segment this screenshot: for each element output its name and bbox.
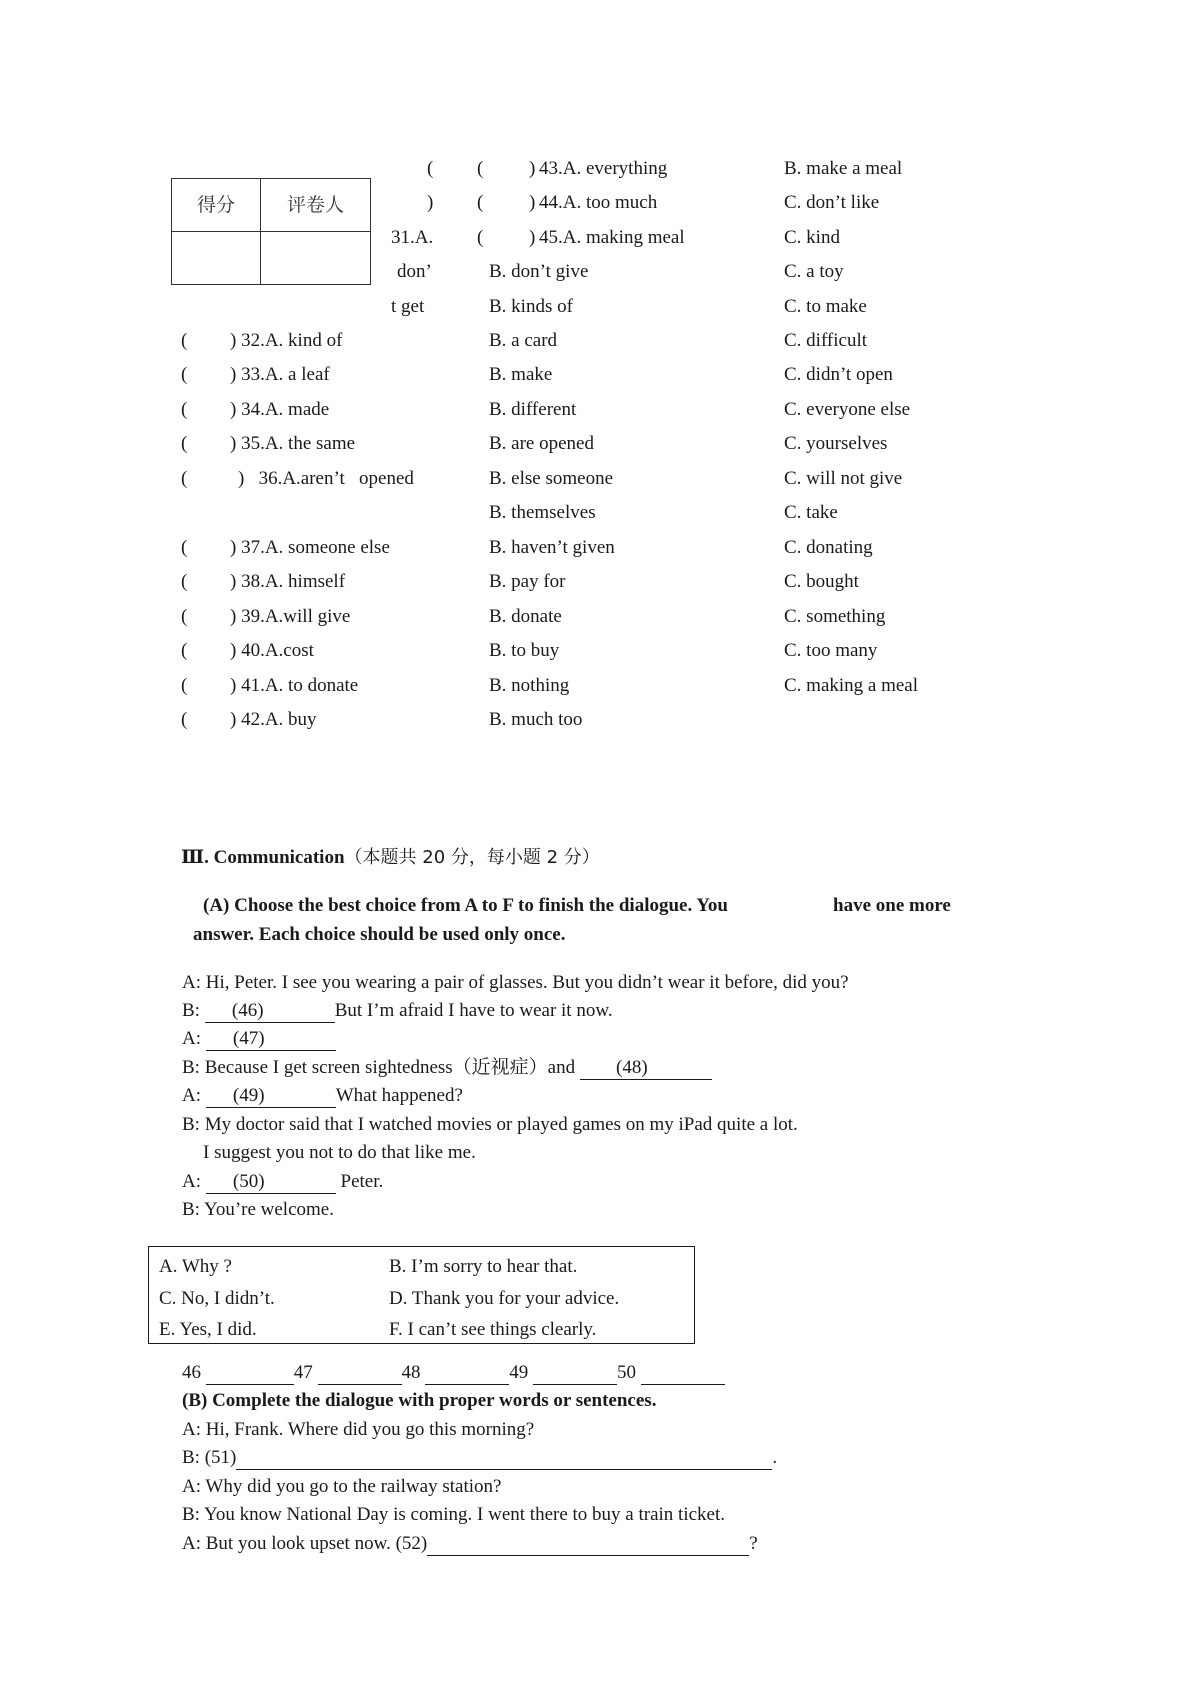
q31-option-c: C. a toy	[784, 261, 844, 282]
choice-a: A. Why ?	[159, 1256, 232, 1277]
row-option-c: C. donating	[784, 537, 873, 558]
q44-option-b: B. kinds of	[489, 296, 573, 317]
row-paren: (	[181, 468, 188, 489]
blank-49[interactable]	[206, 1086, 336, 1108]
q45-option-c-row: C. don’t like	[784, 192, 880, 213]
row-paren: (	[181, 640, 188, 661]
choice-b: B. I’m sorry to hear that.	[389, 1256, 578, 1277]
score-cell[interactable]	[172, 232, 261, 285]
blank-46[interactable]	[205, 1001, 335, 1023]
dialogue-text: Peter.	[340, 1171, 384, 1192]
row-option-b: B. pay for	[489, 571, 566, 592]
answer-46-field[interactable]	[206, 1363, 294, 1385]
answer-47-label: 47	[293, 1362, 313, 1383]
part-b-heading: (B) Complete the dialogue with proper words or sentences.	[182, 1390, 657, 1411]
blank-47-label: (47)	[232, 1028, 265, 1049]
part-b-line-4: B: You know National Day is coming. I went there to buy a train ticket.	[182, 1504, 725, 1525]
row-option-b: B. nothing	[489, 675, 570, 696]
row-paren: (	[181, 606, 188, 627]
row-option-a: ) 41.A. to donate	[230, 675, 359, 696]
blank-48-label: (48)	[616, 1057, 648, 1078]
row-option-a: ) 42.A. buy	[230, 709, 317, 730]
answer-47-field[interactable]	[318, 1363, 402, 1385]
q43-paren: (	[477, 158, 484, 179]
part-a-instruction-line1b: have one more	[833, 895, 951, 916]
row-paren: (	[181, 330, 188, 351]
row-option-c: C. something	[784, 606, 886, 627]
dialogue-line-4	[182, 1058, 712, 1080]
row-option-c: C. too many	[784, 640, 878, 661]
row-option-c: C. yourselves	[784, 433, 888, 454]
q45-paren-close: )	[529, 227, 536, 248]
q31-paren-open: (	[427, 158, 434, 179]
row-option-b: B. donate	[489, 606, 562, 627]
dialogue-line-2	[182, 1001, 613, 1023]
q43-option-c: C. kind	[784, 227, 840, 248]
row-option-a: ) 36.A.aren’t opened	[238, 468, 414, 489]
row-option-a: ) 38.A. himself	[230, 571, 346, 592]
row-option-b: B. make	[489, 364, 553, 385]
q31-a-line2: don’	[397, 261, 432, 282]
row-paren: (	[181, 675, 188, 696]
answer-48-label: 48	[401, 1362, 421, 1383]
blank-48[interactable]	[580, 1058, 712, 1080]
dialogue-line-1: A: Hi, Peter. I see you wearing a pair of glasses. But you didn’t wear it before, did you?	[182, 972, 849, 993]
row-option-a: ) 37.A. someone else	[230, 537, 390, 558]
choice-d: D. Thank you for your advice.	[389, 1288, 620, 1309]
choice-c: C. No, I didn’t.	[159, 1288, 275, 1309]
row-option-b: B. else someone	[489, 468, 614, 489]
row-paren: (	[181, 571, 188, 592]
q45-paren: (	[477, 227, 484, 248]
speaker: A:	[182, 1171, 201, 1192]
dialogue-text: A: But you look upset now. (52)	[182, 1533, 428, 1554]
speaker: B:	[182, 1000, 200, 1021]
section-heading-en: Ⅲ. Communication	[181, 847, 345, 868]
q31-paren-close: )	[427, 192, 434, 213]
dialogue-text: B: (51)	[182, 1447, 237, 1468]
dialogue-line-9: B: You’re welcome.	[182, 1199, 334, 1220]
row-option-c: C. will not give	[784, 468, 903, 489]
answer-50-field[interactable]	[641, 1363, 725, 1385]
blank-49-label: (49)	[232, 1085, 265, 1106]
q31-option-b: B. don’t give	[489, 261, 589, 282]
blank-46-label: (46)	[231, 1000, 264, 1021]
dialogue-line-6: B: My doctor said that I watched movies or played games on my iPad quite a lot.	[182, 1114, 798, 1135]
part-b-line-1: A: Hi, Frank. Where did you go this morning?	[182, 1419, 535, 1440]
q44-paren: (	[477, 192, 484, 213]
row-option-a: ) 39.A.will give	[230, 606, 351, 627]
dialogue-line-5	[182, 1086, 463, 1108]
punctuation: ?	[749, 1533, 758, 1554]
q43-option-b: B. make a meal	[784, 158, 903, 179]
q44-option-a: 44.A. too much	[539, 192, 658, 213]
row-option-b: B. different	[489, 399, 577, 420]
choice-f: F. I can’t see things clearly.	[389, 1319, 597, 1340]
dialogue-text: B: Because I get screen sightedness（近视症）and	[182, 1057, 576, 1078]
part-b-line-5	[182, 1534, 758, 1556]
row-option-a: ) 35.A. the same	[230, 433, 356, 454]
row-paren: (	[181, 433, 188, 454]
blank-50-label: (50)	[232, 1171, 265, 1192]
grader-label: 评卷人	[261, 179, 371, 232]
row-option-a: ) 34.A. made	[230, 399, 330, 420]
dialogue-line-3	[182, 1029, 336, 1051]
choice-e: E. Yes, I did.	[159, 1319, 257, 1340]
row-option-b: B. are opened	[489, 433, 594, 454]
q44-option-c: C. to make	[784, 296, 867, 317]
part-b-line-2	[182, 1448, 777, 1470]
dialogue-text: But I’m afraid I have to wear it now.	[334, 1000, 613, 1021]
dialogue-line-8	[182, 1172, 383, 1194]
blank-47[interactable]	[206, 1029, 336, 1051]
speaker: A:	[182, 1028, 201, 1049]
blank-50[interactable]	[206, 1172, 336, 1194]
row-option-a: ) 32.A. kind of	[230, 330, 343, 351]
row-option-b: B. to buy	[489, 640, 560, 661]
score-label: 得分	[172, 179, 261, 232]
q44-paren-close: )	[529, 192, 536, 213]
answer-46-label: 46	[182, 1362, 201, 1383]
q45-option-a: 45.A. making meal	[539, 227, 685, 248]
row-option-c: C. bought	[784, 571, 859, 592]
answer-48-field[interactable]	[425, 1363, 509, 1385]
row-option-a: ) 40.A.cost	[230, 640, 314, 661]
q31-a-line1: 31.A.	[391, 227, 434, 248]
row-option-c: C. difficult	[784, 330, 868, 351]
answer-49-label: 49	[509, 1362, 529, 1383]
punctuation: .	[772, 1447, 778, 1468]
part-a-instruction-line2: answer. Each choice should be used only once.	[193, 924, 566, 945]
row-option-b: B. haven’t given	[489, 537, 615, 558]
row-paren: (	[181, 709, 188, 730]
answer-49-field[interactable]	[533, 1363, 617, 1385]
row-option-b: B. themselves	[489, 502, 596, 523]
q31-a-line3: t get	[391, 296, 425, 317]
choice-box	[148, 1246, 695, 1344]
part-b-line-3: A: Why did you go to the railway station?	[182, 1476, 502, 1497]
dialogue-text: What happened?	[335, 1085, 463, 1106]
row-option-c: C. everyone else	[784, 399, 911, 420]
row-option-b: B. much too	[489, 709, 583, 730]
row-paren: (	[181, 364, 188, 385]
answer-50-label: 50	[617, 1362, 636, 1383]
score-table	[171, 178, 371, 285]
blank-51[interactable]	[236, 1448, 772, 1470]
row-option-c: C. didn’t open	[784, 364, 893, 385]
row-paren: (	[181, 537, 188, 558]
dialogue-line-7: I suggest you not to do that like me.	[203, 1142, 476, 1163]
q43-paren-close: )	[529, 158, 536, 179]
row-paren: (	[181, 399, 188, 420]
row-option-c: C. take	[784, 502, 838, 523]
part-a-instruction-line1: (A) Choose the best choice from A to F to finish the dialogue. You	[203, 895, 728, 916]
blank-52[interactable]	[427, 1534, 749, 1556]
section-heading-cn: （本题共 20 分，每小题 2 分）	[344, 847, 600, 868]
row-option-b: B. a card	[489, 330, 558, 351]
row-option-a: ) 33.A. a leaf	[230, 364, 330, 385]
row-option-c: C. making a meal	[784, 675, 919, 696]
speaker: A:	[182, 1085, 201, 1106]
section-heading	[181, 848, 600, 867]
answer-line	[182, 1363, 725, 1385]
q43-option-a: 43.A. everything	[539, 158, 668, 179]
grader-cell[interactable]	[261, 232, 371, 285]
